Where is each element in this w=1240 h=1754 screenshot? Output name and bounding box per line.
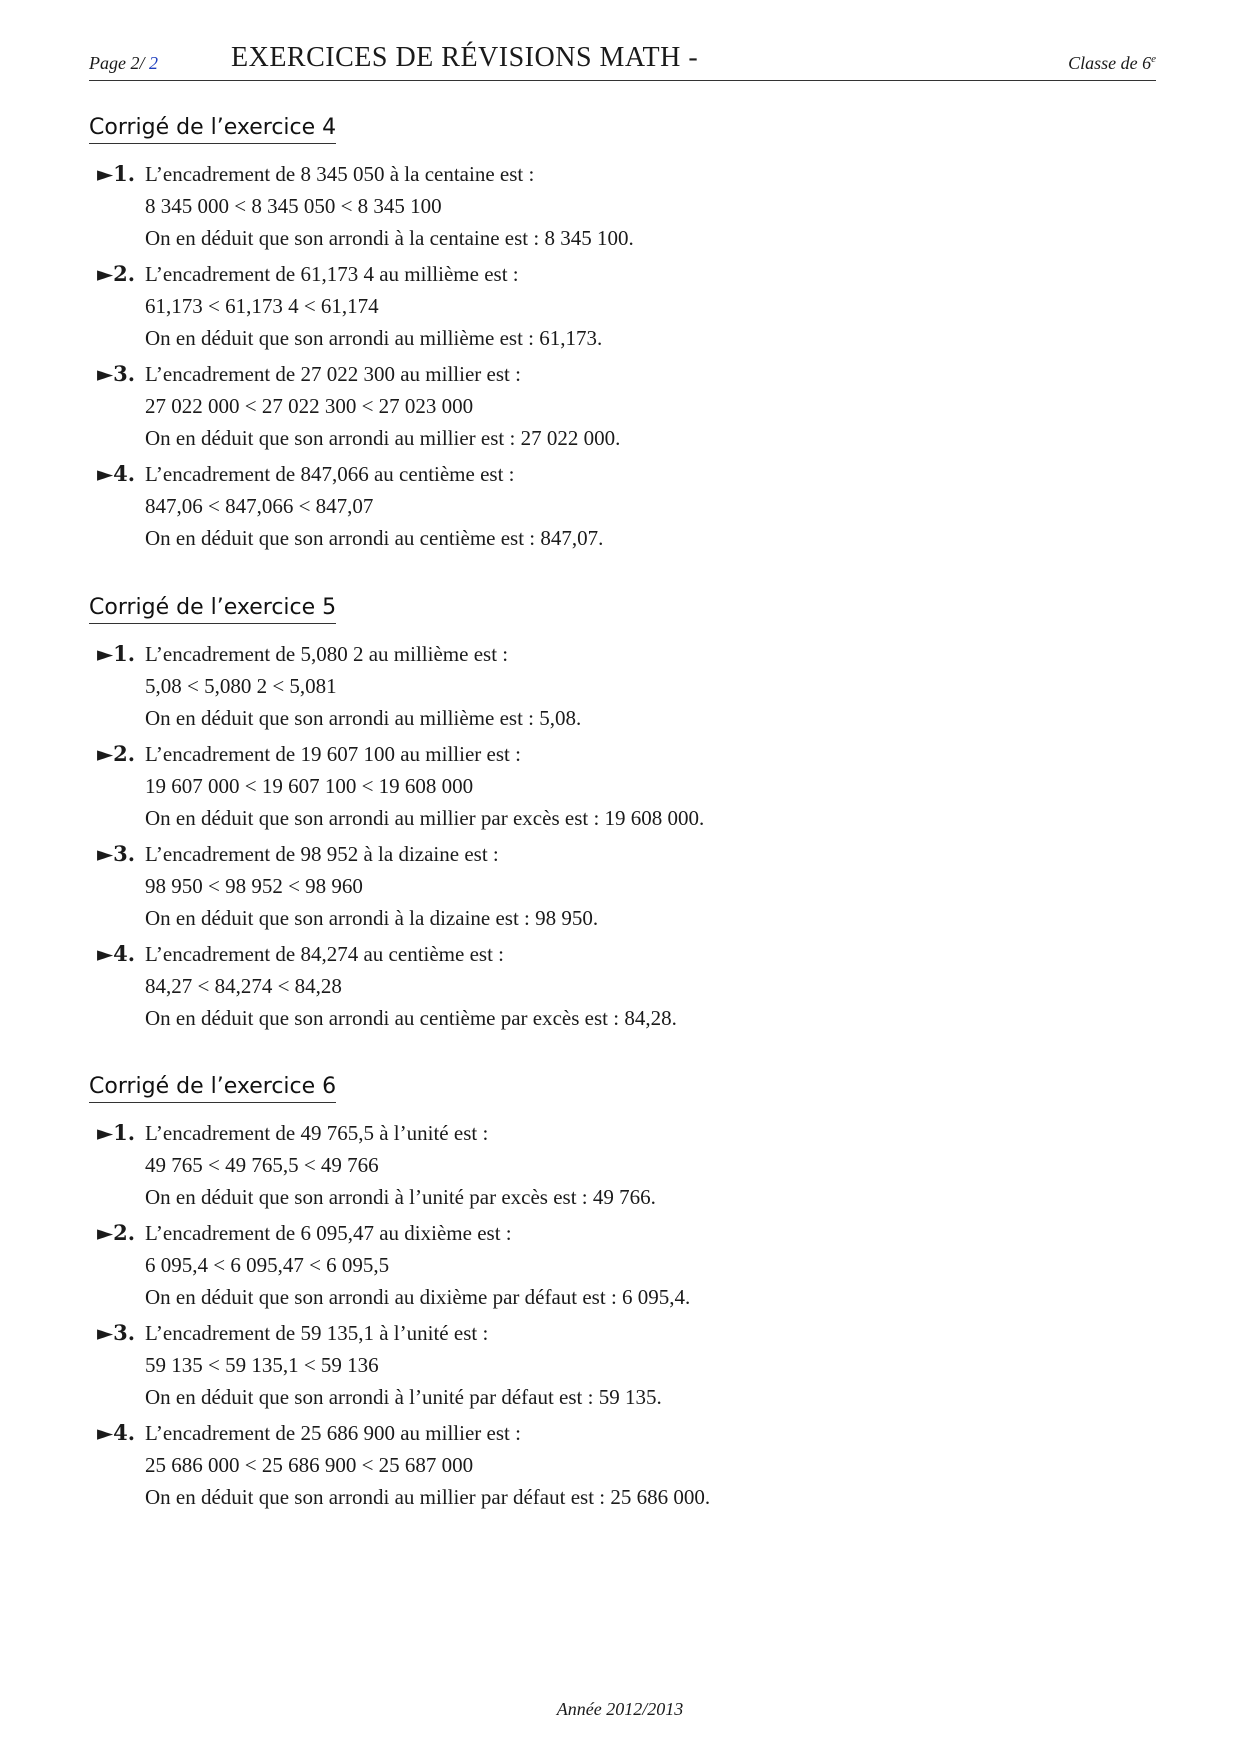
- item-number: ►3.: [97, 1320, 136, 1345]
- item-conclusion: On en déduit que son arrondi au dixième par défaut est : 6 095,4.: [145, 1285, 691, 1309]
- item-inequality: 847,06 < 847,066 < 847,07: [145, 494, 374, 518]
- item-number: ►2.: [97, 1220, 136, 1245]
- item-number: ►3.: [97, 361, 136, 386]
- item-statement: L’encadrement de 49 765,5 à l’unité est :: [145, 1121, 489, 1145]
- item-statement: L’encadrement de 5,080 2 au millième est :: [145, 642, 509, 666]
- answer-item: [89, 158, 1089, 254]
- page-footer: Année 2012/2013: [556, 1699, 684, 1719]
- item-inequality: 6 095,4 < 6 095,47 < 6 095,5: [145, 1253, 390, 1277]
- document-title: EXERCICES DE RÉVISIONS MATH -: [231, 42, 699, 73]
- item-statement: L’encadrement de 59 135,1 à l’unité est :: [145, 1321, 489, 1345]
- item-inequality: 5,08 < 5,080 2 < 5,081: [145, 674, 337, 698]
- item-inequality: 98 950 < 98 952 < 98 960: [145, 874, 363, 898]
- item-inequality: 84,27 < 84,274 < 84,28: [145, 974, 342, 998]
- answer-item: [89, 258, 1089, 354]
- item-inequality: 49 765 < 49 765,5 < 49 766: [145, 1153, 379, 1177]
- item-inequality: 27 022 000 < 27 022 300 < 27 023 000: [145, 394, 474, 418]
- item-inequality: 59 135 < 59 135,1 < 59 136: [145, 1353, 379, 1377]
- answer-item: [89, 1217, 1089, 1313]
- item-conclusion: On en déduit que son arrondi au centième par excès est : 84,28.: [145, 1006, 677, 1030]
- answer-item: [89, 638, 1089, 734]
- section-title: Corrigé de l’exercice 4: [89, 115, 336, 144]
- item-statement: L’encadrement de 98 952 à la dizaine est :: [145, 842, 499, 866]
- item-statement: L’encadrement de 8 345 050 à la centaine est :: [145, 162, 535, 186]
- item-statement: L’encadrement de 6 095,47 au dixième est :: [145, 1221, 512, 1245]
- answer-item: [89, 738, 1089, 834]
- item-number: ►2.: [97, 741, 136, 766]
- item-number: ►4.: [97, 941, 136, 966]
- answer-item: [89, 1317, 1089, 1413]
- correction-section: [89, 595, 1089, 1038]
- answer-item: [89, 458, 1089, 554]
- item-statement: L’encadrement de 25 686 900 au millier est :: [145, 1421, 521, 1445]
- class-label-text: Classe de 6: [1068, 53, 1152, 73]
- item-inequality: 19 607 000 < 19 607 100 < 19 608 000: [145, 774, 474, 798]
- class-label: [1068, 53, 1156, 74]
- item-conclusion: On en déduit que son arrondi au millième est : 61,173.: [145, 326, 603, 350]
- item-conclusion: On en déduit que son arrondi à l’unité par défaut est : 59 135.: [145, 1385, 662, 1409]
- item-conclusion: On en déduit que son arrondi au millième est : 5,08.: [145, 706, 582, 730]
- item-number: ►1.: [97, 161, 136, 186]
- item-statement: L’encadrement de 19 607 100 au millier est :: [145, 742, 521, 766]
- item-conclusion: On en déduit que son arrondi au millier par défaut est : 25 686 000.: [145, 1485, 711, 1509]
- item-number: ►3.: [97, 841, 136, 866]
- item-number: ►4.: [97, 461, 136, 486]
- item-number: ►1.: [97, 1120, 136, 1145]
- item-conclusion: On en déduit que son arrondi au centième est : 847,07.: [145, 526, 604, 550]
- answer-list: [89, 638, 1089, 1034]
- item-inequality: 8 345 000 < 8 345 050 < 8 345 100: [145, 194, 442, 218]
- item-statement: L’encadrement de 84,274 au centième est :: [145, 942, 504, 966]
- item-inequality: 25 686 000 < 25 686 900 < 25 687 000: [145, 1453, 474, 1477]
- item-inequality: 61,173 < 61,173 4 < 61,174: [145, 294, 379, 318]
- page-header: [89, 40, 1156, 81]
- answer-list: [89, 1117, 1089, 1513]
- item-conclusion: On en déduit que son arrondi à l’unité par excès est : 49 766.: [145, 1185, 656, 1209]
- section-title: Corrigé de l’exercice 5: [89, 595, 336, 624]
- class-label-sup: e: [1151, 53, 1156, 65]
- answer-item: [89, 838, 1089, 934]
- item-statement: L’encadrement de 847,066 au centième est :: [145, 462, 515, 486]
- answer-list: [89, 158, 1089, 554]
- item-number: ►1.: [97, 641, 136, 666]
- answer-item: [89, 938, 1089, 1034]
- item-conclusion: On en déduit que son arrondi au millier par excès est : 19 608 000.: [145, 806, 705, 830]
- page-number-label: Page 2/: [89, 53, 145, 73]
- item-number: ►2.: [97, 261, 136, 286]
- section-title: Corrigé de l’exercice 6: [89, 1074, 336, 1103]
- item-conclusion: On en déduit que son arrondi à la centaine est : 8 345 100.: [145, 226, 634, 250]
- correction-section: [89, 115, 1089, 558]
- answer-item: [89, 1117, 1089, 1213]
- item-statement: L’encadrement de 27 022 300 au millier est :: [145, 362, 521, 386]
- answer-item: [89, 1417, 1089, 1513]
- item-conclusion: On en déduit que son arrondi au millier est : 27 022 000.: [145, 426, 621, 450]
- item-conclusion: On en déduit que son arrondi à la dizaine est : 98 950.: [145, 906, 599, 930]
- page-number: [89, 53, 158, 74]
- answer-item: [89, 358, 1089, 454]
- page-total-link[interactable]: 2: [149, 53, 158, 73]
- item-statement: L’encadrement de 61,173 4 au millième est :: [145, 262, 519, 286]
- correction-section: [89, 1074, 1089, 1517]
- item-number: ►4.: [97, 1420, 136, 1445]
